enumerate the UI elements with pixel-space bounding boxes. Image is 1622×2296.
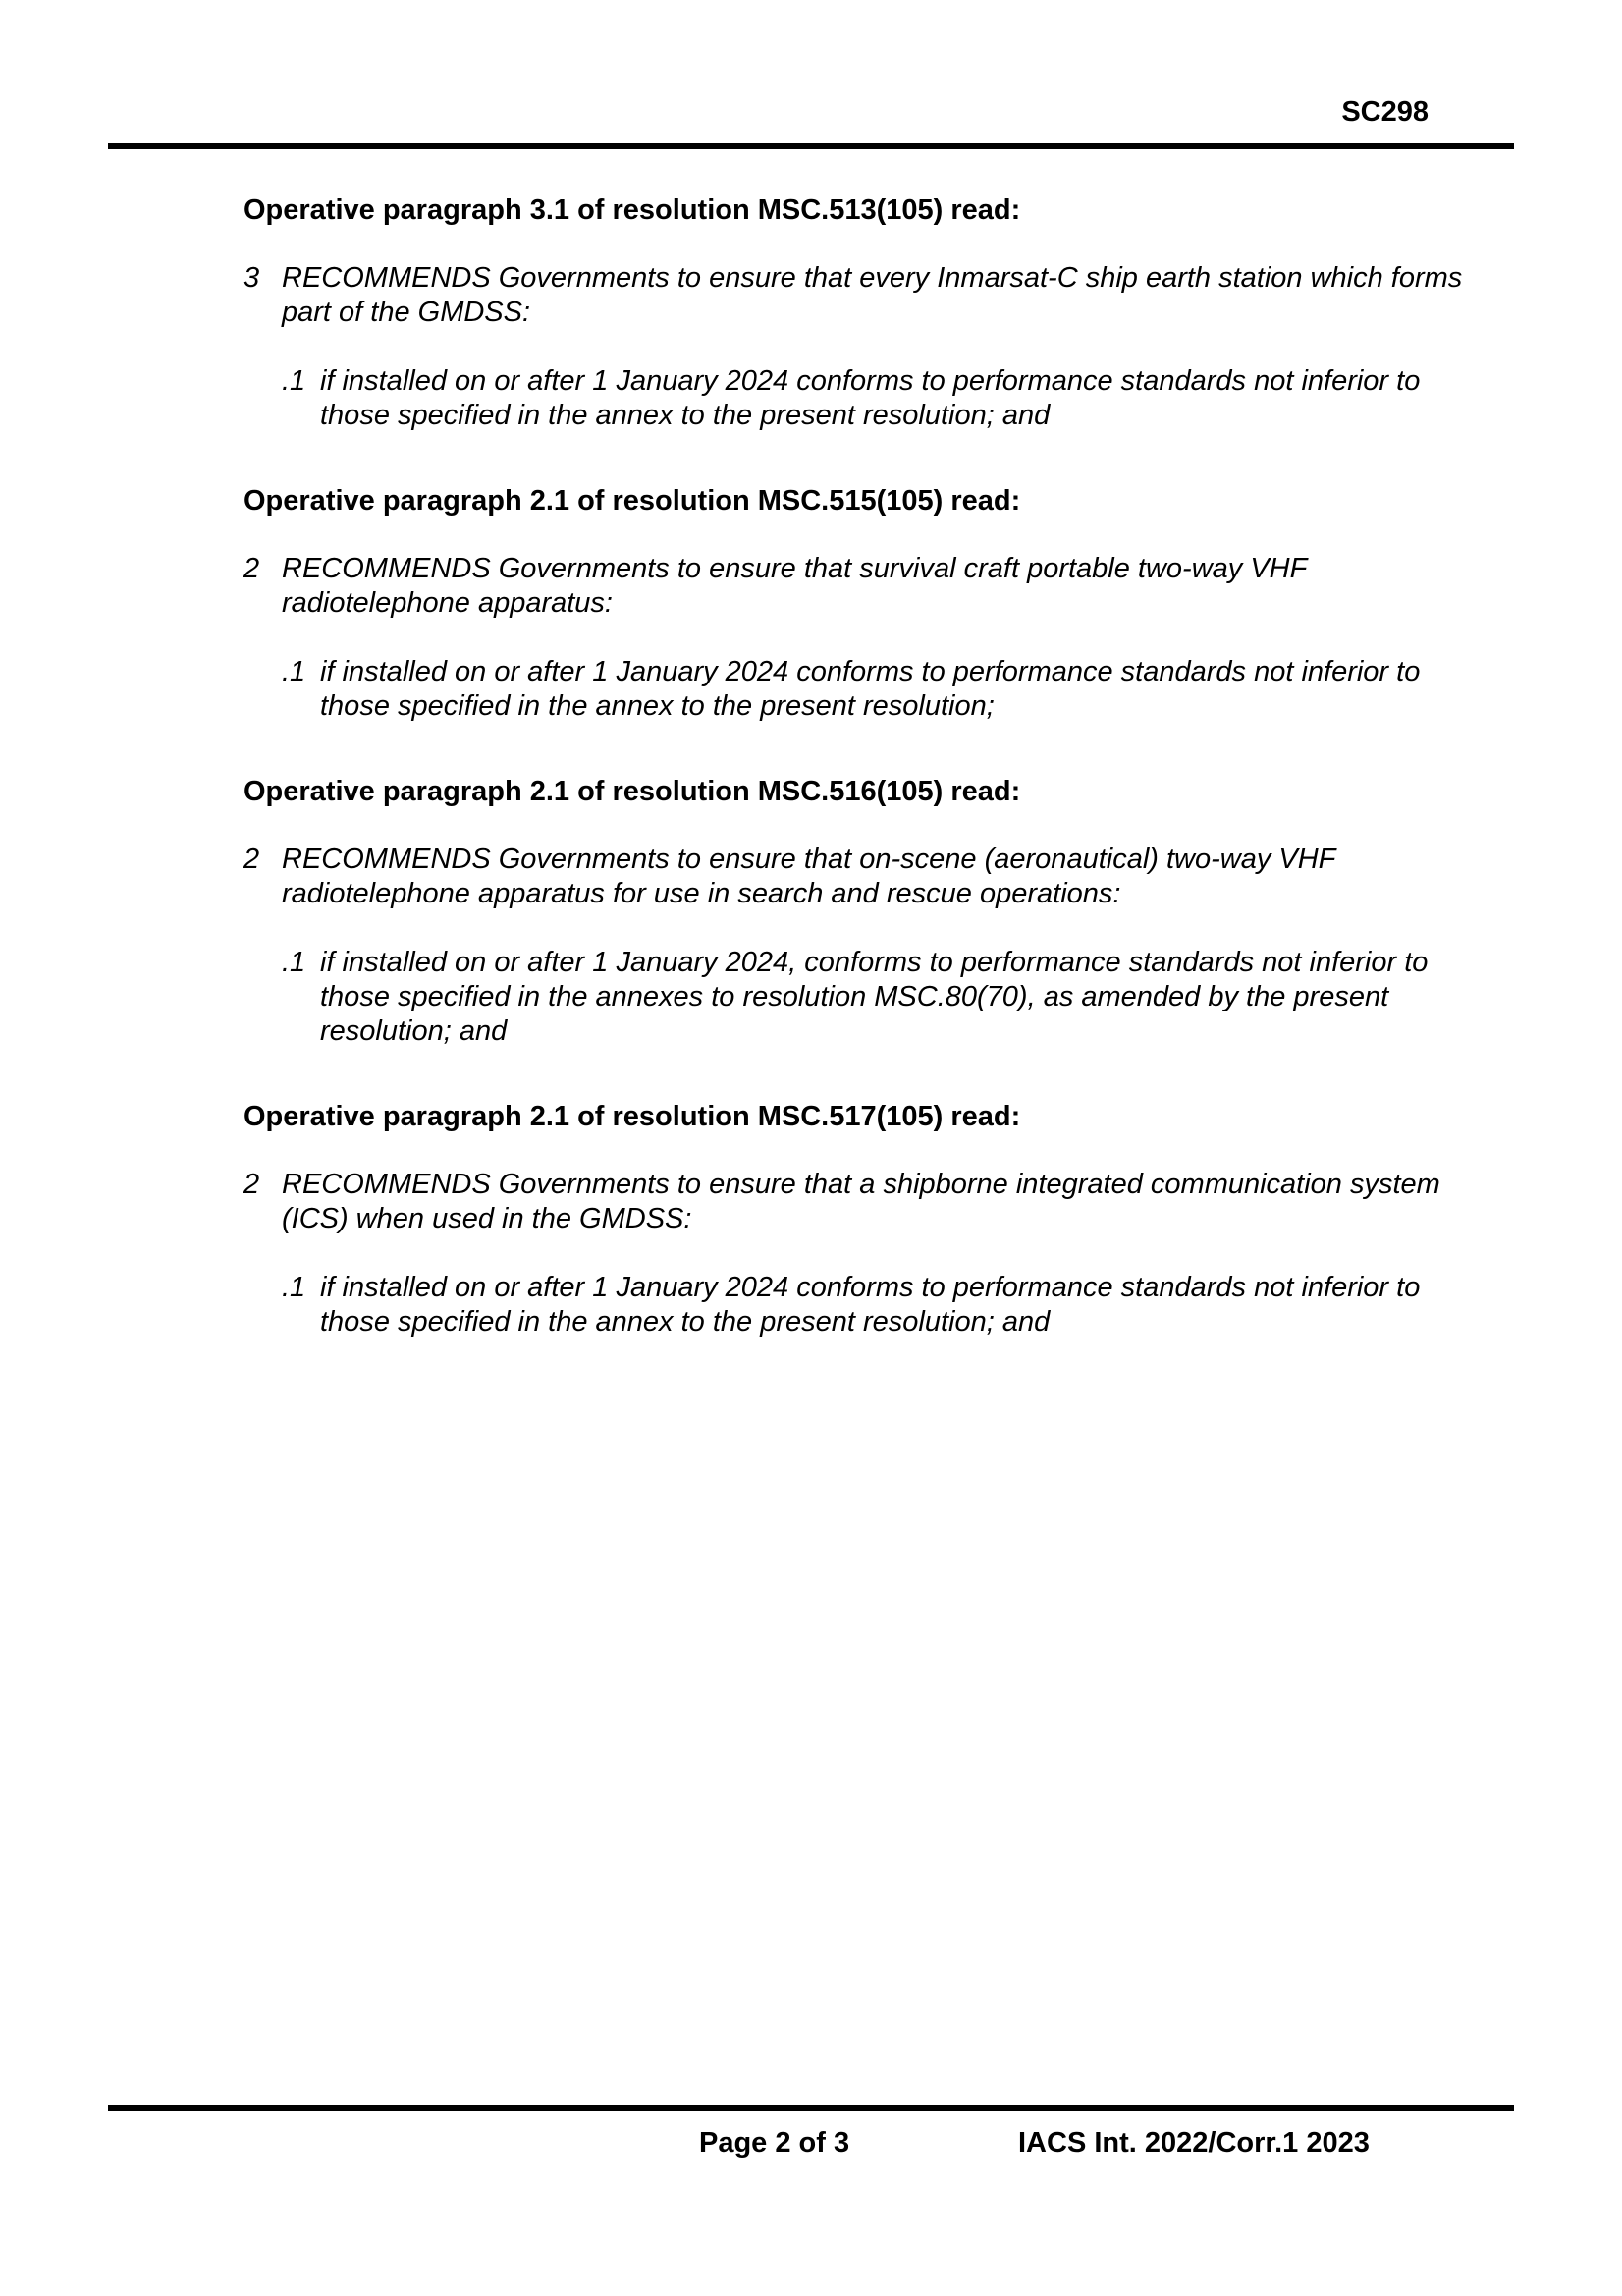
clause-text: RECOMMENDS Governments to ensure that survival craft portable two-way VHF radiotelephone apparatus: <box>282 553 1307 619</box>
section-heading: Operative paragraph 3.1 of resolution MSC.513(105) read: <box>243 194 1021 226</box>
sub-clause <box>282 1271 1490 1339</box>
clause-text: RECOMMENDS Governments to ensure that a shipborne integrated communication system (ICS) when used in the GMDSS: <box>282 1169 1440 1234</box>
document-body <box>243 192 1490 1390</box>
clause-number: 2 <box>243 1169 260 1200</box>
clause-number: 2 <box>243 844 260 875</box>
sub-clause-number: .1 <box>282 1272 306 1303</box>
section-msc-513 <box>243 192 1490 433</box>
sub-clause-number: .1 <box>282 947 306 978</box>
section-heading: Operative paragraph 2.1 of resolution MSC.515(105) read: <box>243 485 1021 517</box>
operative-clause <box>243 1168 1490 1236</box>
clause-number: 3 <box>243 262 260 294</box>
section-msc-516 <box>243 774 1490 1049</box>
operative-clause <box>243 843 1490 911</box>
document-code: SC298 <box>1341 96 1429 128</box>
sub-clause-number: .1 <box>282 365 306 397</box>
footer-rule <box>108 2105 1514 2111</box>
header-rule <box>108 143 1514 149</box>
sub-clause-text: if installed on or after 1 January 2024 conforms to performance standards not inferior to those specified in the annex to the present resolution; <box>320 656 1421 722</box>
operative-clause <box>243 261 1490 330</box>
section-msc-515 <box>243 483 1490 724</box>
sub-clause-number: .1 <box>282 656 306 687</box>
clause-text: RECOMMENDS Governments to ensure that on-scene (aeronautical) two-way VHF radiotelephone apparatus for use in search and rescue operations: <box>282 844 1335 909</box>
clause-text: RECOMMENDS Governments to ensure that every Inmarsat-C ship earth station which forms part of the GMDSS: <box>282 262 1463 328</box>
sub-clause <box>282 655 1490 724</box>
sub-clause-text: if installed on or after 1 January 2024 conforms to performance standards not inferior to those specified in the annex to the present resolution; and <box>320 1272 1421 1338</box>
page-number: Page 2 of 3 <box>699 2127 850 2159</box>
section-heading: Operative paragraph 2.1 of resolution MSC.517(105) read: <box>243 1101 1021 1132</box>
document-reference: IACS Int. 2022/Corr.1 2023 <box>1018 2127 1370 2159</box>
section-heading: Operative paragraph 2.1 of resolution MSC.516(105) read: <box>243 776 1021 807</box>
sub-clause <box>282 364 1490 433</box>
sub-clause-text: if installed on or after 1 January 2024, conforms to performance standards not inferior to those specified in the annexes to resolution MSC.80(70), as amended by the present resolution; and <box>320 947 1429 1047</box>
sub-clause-text: if installed on or after 1 January 2024 conforms to performance standards not inferior to those specified in the annex to the present resolution; and <box>320 365 1421 431</box>
clause-number: 2 <box>243 553 260 584</box>
section-msc-517 <box>243 1099 1490 1339</box>
sub-clause <box>282 946 1490 1049</box>
operative-clause <box>243 552 1490 621</box>
